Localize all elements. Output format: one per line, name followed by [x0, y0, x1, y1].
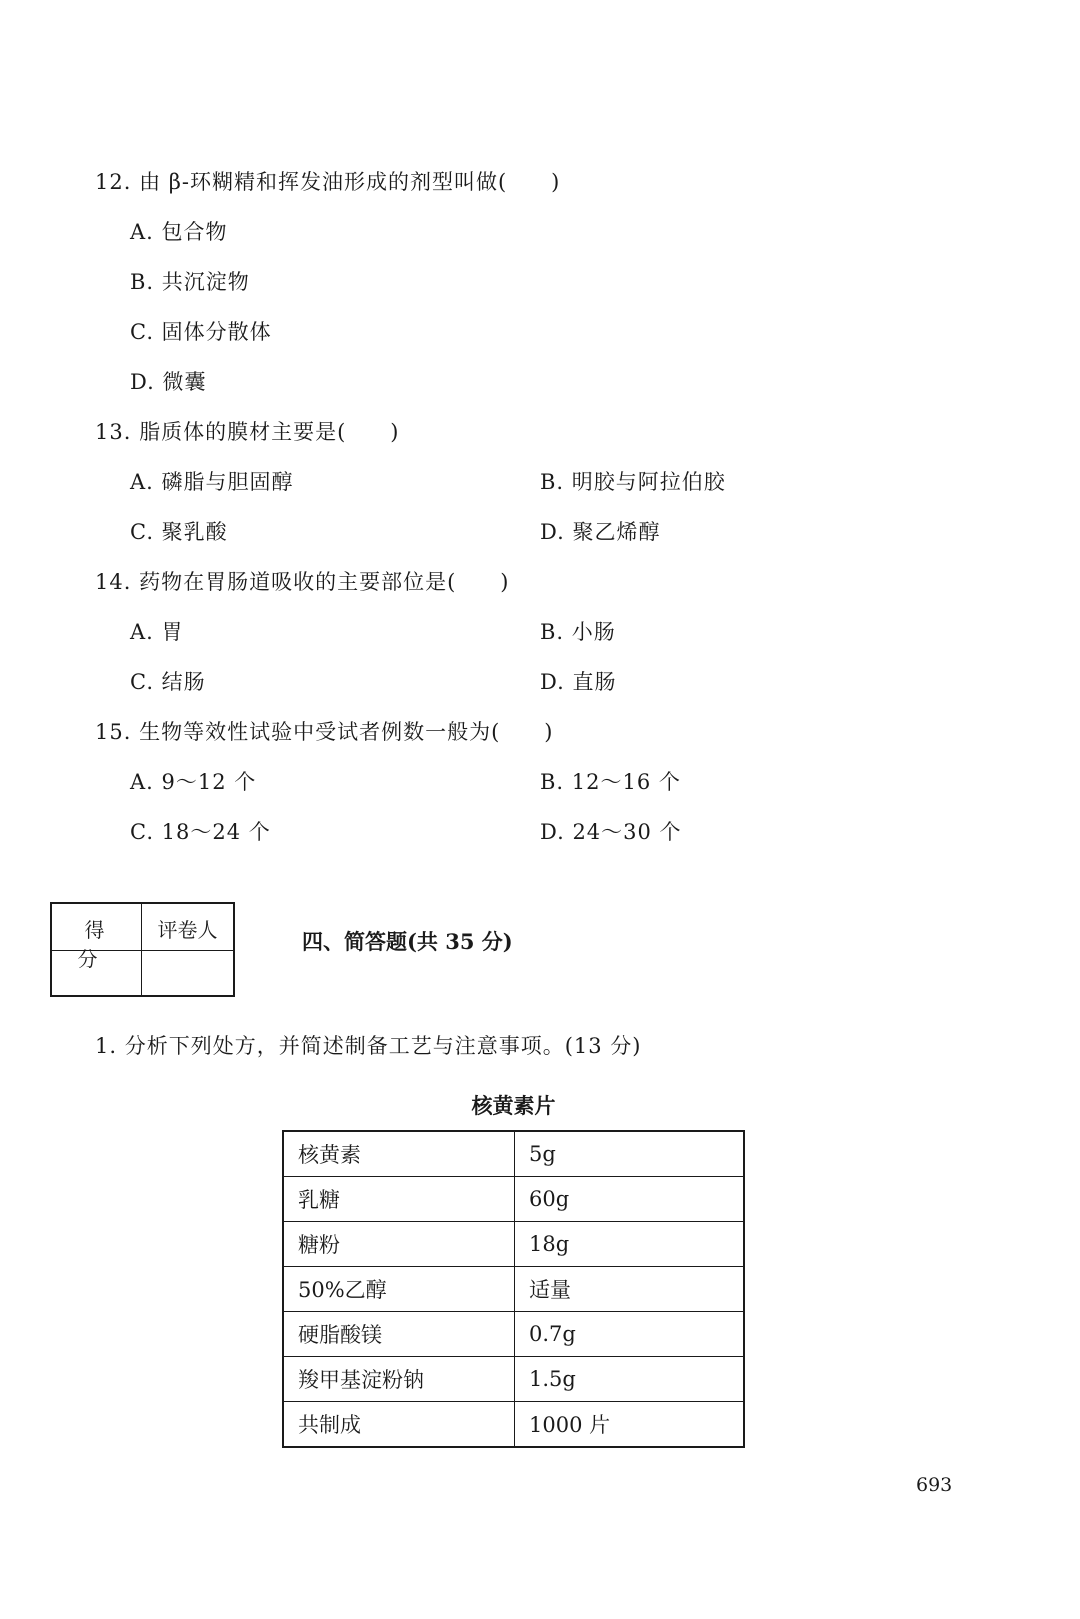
ingredient-amount: 0.7g: [515, 1312, 745, 1357]
score-label: 得分: [77, 918, 123, 971]
ingredient-name: 乳糖: [283, 1177, 515, 1222]
question-13-option-b: B. 明胶与阿拉伯胶: [540, 470, 726, 494]
question-13-option-d: D. 聚乙烯醇: [540, 520, 661, 544]
page-number: 693: [916, 1474, 953, 1496]
short-question-1: 1. 分析下列处方，并简述制备工艺与注意事项。(13 分): [95, 1034, 642, 1058]
ingredient-name: 共制成: [283, 1402, 515, 1448]
question-14-option-a: A. 胃: [130, 620, 184, 644]
question-12-option-c: C. 固体分散体: [130, 320, 272, 344]
ingredient-amount: 1000 片: [515, 1402, 745, 1448]
ingredient-amount: 5g: [515, 1131, 745, 1177]
question-13-option-c: C. 聚乳酸: [130, 520, 228, 544]
question-14-option-c: C. 结肠: [130, 670, 206, 694]
question-12-option-d: D. 微囊: [130, 370, 207, 394]
ingredient-amount: 适量: [515, 1267, 745, 1312]
section-title: 四、简答题(共 35 分): [302, 929, 513, 954]
table-row: [283, 1312, 744, 1357]
table-row: [283, 1402, 744, 1448]
table-row: [283, 1357, 744, 1402]
ingredient-amount: 1.5g: [515, 1357, 745, 1402]
question-15-option-a: A. 9～12 个: [130, 770, 257, 794]
grader-label: 评卷人: [157, 918, 218, 942]
table-row: [283, 1267, 744, 1312]
question-12-option-a: A. 包合物: [130, 220, 228, 244]
score-box: [50, 902, 235, 997]
table-row: [283, 1131, 744, 1177]
table-row: [283, 1177, 744, 1222]
question-15-option-d: D. 24～30 个: [540, 820, 682, 844]
question-14-stem: 14. 药物在胃肠道吸收的主要部位是( ): [95, 570, 510, 594]
ingredient-name: 核黄素: [283, 1131, 515, 1177]
question-15-stem: 15. 生物等效性试验中受试者例数一般为( ): [95, 720, 554, 744]
recipe-title: 核黄素片: [471, 1093, 556, 1118]
ingredient-name: 50%乙醇: [283, 1267, 515, 1312]
ingredient-amount: 18g: [515, 1222, 745, 1267]
ingredient-name: 羧甲基淀粉钠: [283, 1357, 515, 1402]
ingredient-amount: 60g: [515, 1177, 745, 1222]
question-12-stem: 12. 由 β-环糊精和挥发油形成的剂型叫做( ): [95, 170, 561, 194]
recipe-table: [282, 1130, 745, 1448]
question-14-option-b: B. 小肠: [540, 620, 616, 644]
question-15-option-c: C. 18～24 个: [130, 820, 271, 844]
question-15-option-b: B. 12～16 个: [540, 770, 681, 794]
ingredient-name: 糖粉: [283, 1222, 515, 1267]
table-row: [283, 1222, 744, 1267]
question-13-stem: 13. 脂质体的膜材主要是( ): [95, 420, 400, 444]
question-14-option-d: D. 直肠: [540, 670, 617, 694]
ingredient-name: 硬脂酸镁: [283, 1312, 515, 1357]
question-12-option-b: B. 共沉淀物: [130, 270, 250, 294]
question-13-option-a: A. 磷脂与胆固醇: [130, 470, 294, 494]
